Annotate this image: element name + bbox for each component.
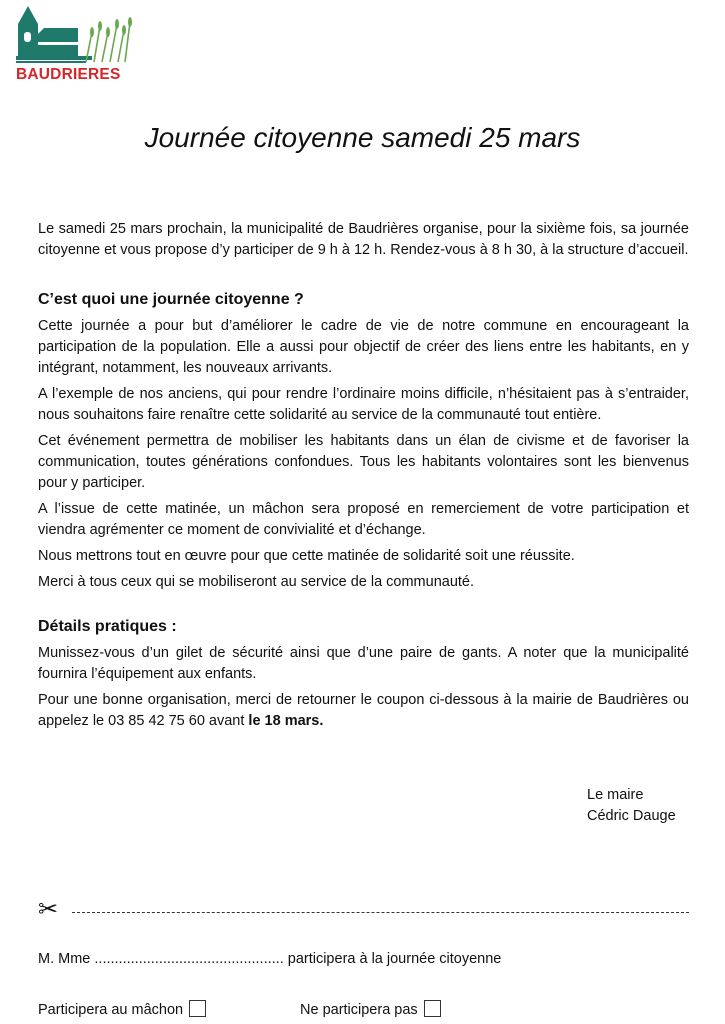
signature-role: Le maire bbox=[587, 787, 644, 803]
what-paragraph-6: Merci à tous ceux qui se mobiliseront au service de la communauté. bbox=[38, 574, 475, 590]
details-paragraph-2 bbox=[38, 690, 689, 732]
option-machon-label: Participera au mâchon bbox=[38, 1002, 184, 1018]
coupon-cut-line bbox=[38, 898, 689, 924]
church-logo-icon bbox=[14, 2, 134, 66]
what-paragraph-3: Cet événement permettra de mobiliser les habitants dans un élan de civisme et de favoriser la communication, toutes générations confondues. Tous les habitants volontaires sont les bienvenus pour y participer. bbox=[38, 433, 689, 491]
details-paragraph-2-text: Pour une bonne organisation, merci de retourner le coupon ci-dessous à la mairie de Baudrières ou appelez le 03 85 42 75 60 avant bbox=[38, 692, 689, 729]
page-title: Journée citoyenne samedi 25 mars bbox=[144, 122, 581, 153]
option-not-participating[interactable] bbox=[300, 1000, 441, 1020]
option-machon[interactable] bbox=[38, 1000, 206, 1020]
option-not-label: Ne participera pas bbox=[300, 1002, 418, 1018]
deadline-date: le 18 mars. bbox=[248, 713, 324, 729]
what-paragraph-4: A l’issue de cette matinée, un mâchon sera proposé en remerciement de votre participation et viendra agrémenter ce moment de convivialité et d’échange. bbox=[38, 501, 689, 538]
option-not-checkbox[interactable] bbox=[424, 1000, 441, 1017]
letter-body bbox=[38, 219, 689, 737]
intro-paragraph: Le samedi 25 mars prochain, la municipalité de Baudrières organise, pour la sixième fois, sa journée citoyenne et vous propose d’y participer de 9 h à 12 h. Rendez-vous à 8 h 30, à la structure d’accueil. bbox=[38, 221, 689, 258]
section-what-heading: C’est quoi une journée citoyenne ? bbox=[38, 291, 304, 308]
scissors-icon: ✂ bbox=[38, 896, 59, 923]
coupon-name-line[interactable]: M. Mme ............................................... participera à la journée citoyenne bbox=[38, 951, 502, 967]
baudrieres-logo bbox=[14, 2, 134, 86]
signature-block bbox=[587, 785, 676, 827]
details-paragraph-1: Munissez-vous d’un gilet de sécurité ainsi que d’une paire de gants. A noter que la municipalité fournira l’équipement aux enfants. bbox=[38, 645, 689, 682]
what-paragraph-5: Nous mettrons tout en œuvre pour que cette matinée de solidarité soit une réussite. bbox=[38, 548, 575, 564]
signature-name: Cédric Dauge bbox=[587, 808, 676, 824]
section-details-heading: Détails pratiques : bbox=[38, 618, 177, 635]
option-machon-checkbox[interactable] bbox=[189, 1000, 206, 1017]
dashed-cut-line bbox=[72, 912, 689, 913]
logo-text: BAUDRIERES bbox=[16, 66, 121, 83]
what-paragraph-2: A l’exemple de nos anciens, qui pour rendre l’ordinaire moins difficile, n’hésitaient pas à s’entraider, nous souhaitons faire renaître cette solidarité au service de la communauté tout entière. bbox=[38, 386, 689, 423]
what-paragraph-1: Cette journée a pour but d’améliorer le cadre de vie de notre commune en encourageant la participation de la population. Elle a aussi pour objectif de créer des liens entre les habitants, en y intégrant, notamment, les nouveaux arrivants. bbox=[38, 318, 689, 376]
